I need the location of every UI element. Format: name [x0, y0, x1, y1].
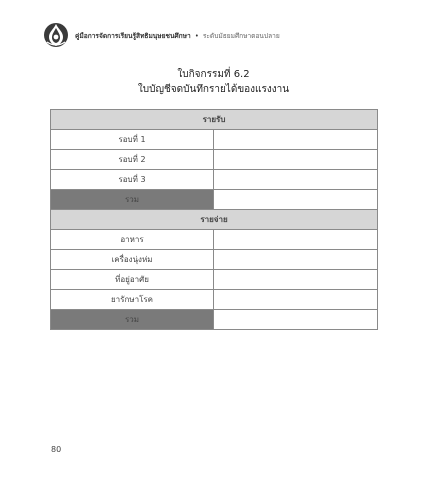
income-total-row	[51, 190, 378, 210]
expense-value-cell[interactable]	[214, 270, 378, 290]
header-text	[75, 30, 280, 41]
worksheet-subtitle: ใบบัญชีจดบันทึกรายได้ของแรงงาน	[137, 84, 290, 95]
income-label: รอบที่ 3	[51, 170, 214, 190]
table-row	[51, 150, 378, 170]
worksheet-title: ใบกิจกรรมที่ 6.2	[177, 69, 250, 80]
ledger-table	[50, 109, 378, 330]
expense-total-cell[interactable]	[214, 310, 378, 330]
income-value-cell[interactable]	[214, 130, 378, 150]
expense-value-cell[interactable]	[214, 230, 378, 250]
table-row	[51, 290, 378, 310]
income-value-cell[interactable]	[214, 170, 378, 190]
table-row	[51, 170, 378, 190]
income-value-cell[interactable]	[214, 150, 378, 170]
income-label: รอบที่ 2	[51, 150, 214, 170]
header-bullet: •	[194, 32, 199, 40]
header-subtitle: ระดับมัธยมศึกษาตอนปลาย	[202, 32, 280, 40]
expense-total-row	[51, 310, 378, 330]
income-heading: รายรับ	[51, 110, 378, 130]
income-heading-row	[51, 110, 378, 130]
expense-value-cell[interactable]	[214, 250, 378, 270]
expense-label: ที่อยู่อาศัย	[51, 270, 214, 290]
expense-label: อาหาร	[51, 230, 214, 250]
table-row	[51, 230, 378, 250]
page-header	[43, 22, 403, 48]
expense-total-label: รวม	[51, 310, 214, 330]
income-label: รอบที่ 1	[51, 130, 214, 150]
expense-label: ยารักษาโรค	[51, 290, 214, 310]
expense-value-cell[interactable]	[214, 290, 378, 310]
page-number: 80	[51, 445, 62, 454]
header-title: คู่มือการจัดการเรียนรู้สิทธิมนุษยชนศึกษา	[75, 32, 191, 40]
table-row	[51, 130, 378, 150]
table-row	[51, 270, 378, 290]
expense-label: เครื่องนุ่งห่ม	[51, 250, 214, 270]
income-total-label: รวม	[51, 190, 214, 210]
income-total-cell[interactable]	[214, 190, 378, 210]
table-row	[51, 250, 378, 270]
expense-heading: รายจ่าย	[51, 210, 378, 230]
expense-heading-row	[51, 210, 378, 230]
emblem-logo-icon	[43, 22, 69, 48]
